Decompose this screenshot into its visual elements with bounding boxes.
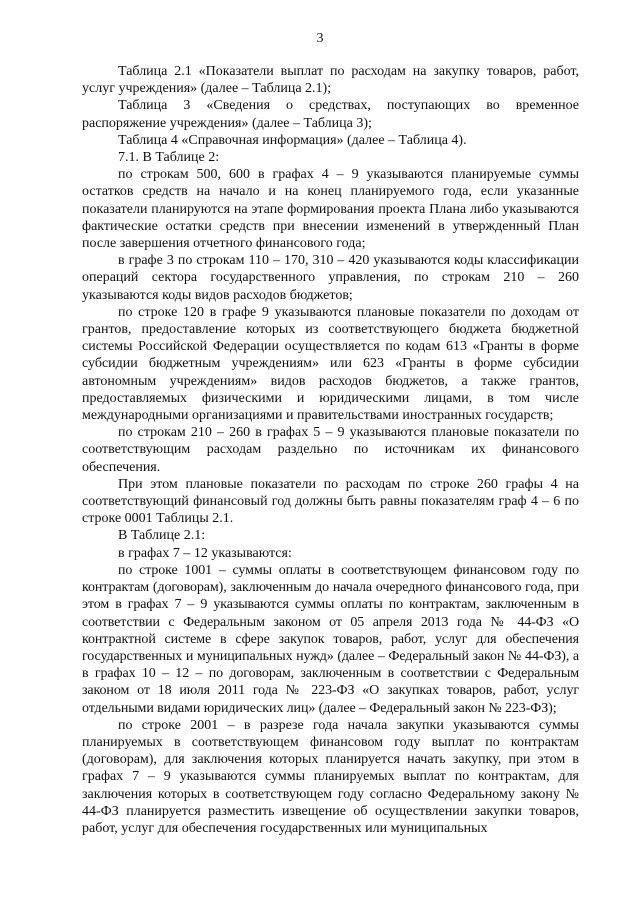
paragraph-table-2-1: Таблица 2.1 «Показатели выплат по расходам на закупку товаров, работ, услуг учреждения» (далее – Таблица 2.1);	[82, 64, 579, 97]
paragraph-row-120-grants: по строке 120 в графе 9 указываются плановые показатели по доходам от грантов, предоставление которых из соответствующего бюджета бюджетной системы Российской Федерации осуществляется по кодам 613 «Гранты в форме субсидии бюджетным учреждениям» или 623 «Гранты в форме субсидии автономным учреждениям» видов расходов бюджетов, а также грантов, предоставляемых физическими и юридическими лицами, в том числе международными организациями и правительствами иностранных государств;	[82, 304, 579, 424]
paragraph-rows-500-600: по строкам 500, 600 в графах 4 – 9 указываются планируемые суммы остатков средств на начало и на конец планируемого года, если указанные показатели планируются на этапе формирования проекта Плана либо указываются фактические остатки средств при внесении изменений в утвержденный План после завершения отчетного финансового года;	[82, 167, 579, 252]
paragraph-table-2-1-heading: В Таблице 2.1:	[118, 528, 206, 544]
paragraph-rows-210-260: по строкам 210 – 260 в графах 5 – 9 указываются плановые показатели по соответствующим расходам раздельно по источникам их финансового обеспечения.	[82, 425, 579, 475]
paragraph-columns-7-12: в графах 7 – 12 указываются:	[118, 545, 292, 561]
paragraph-row-1001: по строке 1001 – суммы оплаты в соответствующем финансовом году по контрактам (договорам), заключенным до начала очередного финансового года, при этом в графах 7 – 9 указываются суммы оплаты по контрактам, заключенным в соответствии с Федеральным законом от 05 апреля 2013 года № 44-ФЗ «О контрактной системе в сфере закупок товаров, работ, услуг для обеспечения государственных и муниципальных нужд» (далее – Федеральный закон № 44-ФЗ), а в графах 10 – 12 – по договорам, заключенным в соответствии с Федеральным законом от 18 июля 2011 года № 223-ФЗ «О закупках товаров, работ, услуг отдельными видами юридических лиц» (далее – Федеральный закон № 223-ФЗ);	[82, 562, 579, 716]
document-body	[82, 63, 579, 837]
paragraph-section-7-1: 7.1. В Таблице 2:	[118, 150, 220, 166]
page-number: 3	[316, 31, 324, 46]
paragraph-row-260-equality: При этом плановые показатели по расходам по строке 260 графы 4 на соответствующий финансовый год должны быть равны показателям граф 4 – 6 по строке 0001 Таблицы 2.1.	[82, 476, 579, 527]
paragraph-table-3: Таблица 3 «Сведения о средствах, поступающих во временное распоряжение учреждения» (далее – Таблица 3);	[82, 98, 579, 131]
paragraph-column-3-codes: в графе 3 по строкам 110 – 170, 310 – 420 указываются коды классификации операций сектора государственного управления, по строкам 210 – 260 указываются коды видов расходов бюджетов;	[82, 253, 579, 303]
paragraph-table-4: Таблица 4 «Справочная информация» (далее – Таблица 4).	[118, 132, 467, 148]
paragraph-row-2001: по строке 2001 – в разрезе года начала закупки указываются суммы планируемых в соответствующем финансовом году выплат по контрактам (договорам), для заключения которых планируется начать закупку, при этом в графах 7 – 9 указываются суммы планируемых выплат по контрактам, для заключения которых в соответствующем году согласно Федеральному закону № 44-ФЗ планируется разместить извещение об осуществлении закупки товаров, работ, услуг для обеспечения государственных или муниципальных	[82, 717, 579, 836]
